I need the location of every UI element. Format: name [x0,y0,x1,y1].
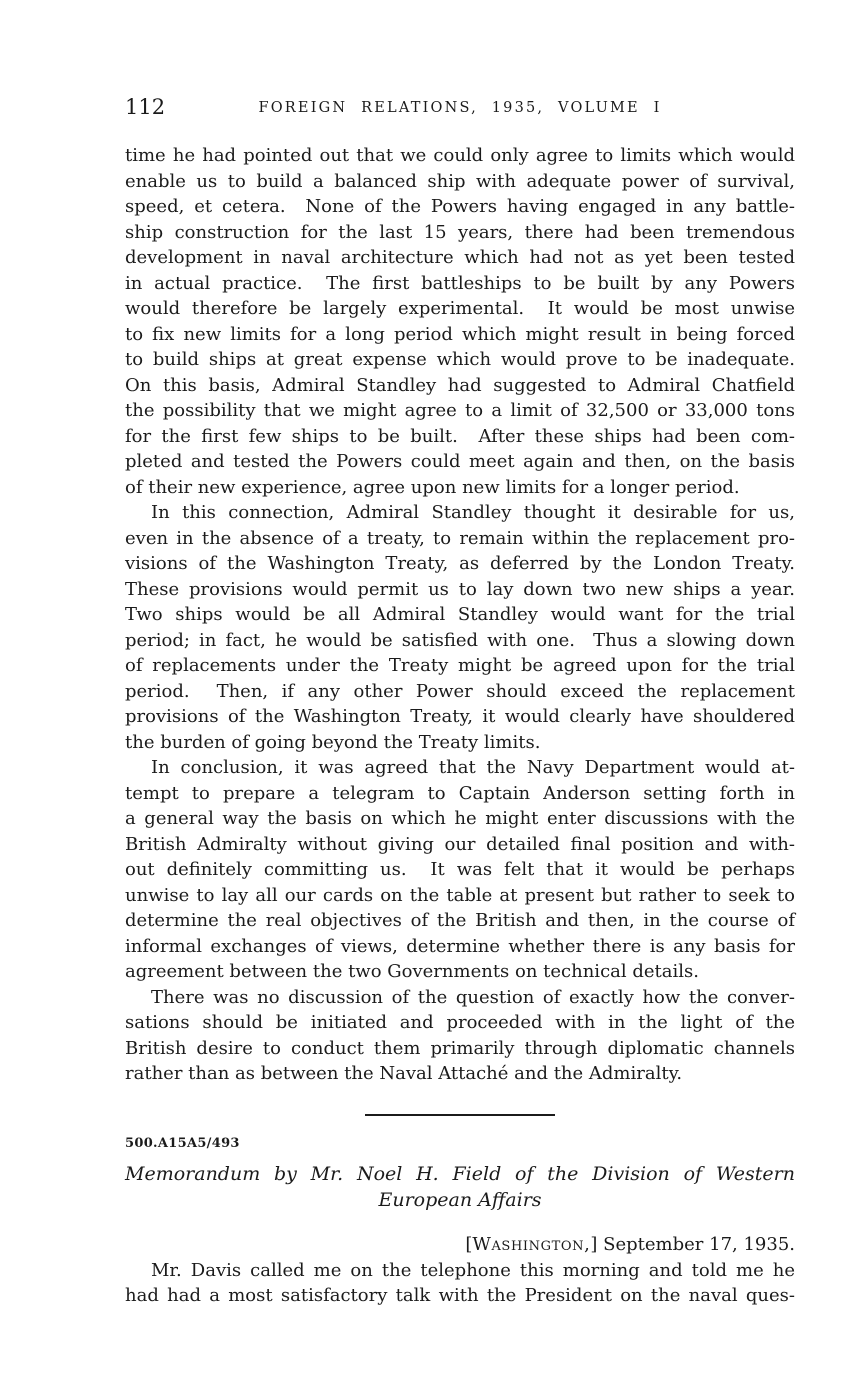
text-line: visions of the Washington Treaty, as deferred by the London Treaty. [125,553,795,574]
text-line: period; in fact, he would be satisfied with one. Thus a slowing down [125,629,795,651]
page-number: 112 [125,95,166,119]
text-line: ship construction for the last 15 years, there had been tremendous [125,221,795,243]
paragraph [125,985,795,1087]
text-line: speed, et cetera. None of the Powers having engaged in any battle- [125,196,795,217]
text-line: These provisions would permit us to lay down two new ships a year. [125,578,795,600]
memo-heading-line1: Memorandum by Mr. Noel H. Field of the Division of Western [125,1162,795,1185]
dateline-place: Washington, [472,1233,591,1255]
page-content [125,96,795,1309]
text-line: time he had pointed out that we could only agree to limits which would [125,145,795,166]
text-line: In conclusion, it was agreed that the Navy Department would at- [151,757,795,778]
text-line: the burden of going beyond the Treaty limits. [125,731,541,753]
text-line: would therefore be largely experimental. It would be most unwise [125,298,795,319]
running-title: FOREIGN RELATIONS, 1935, VOLUME I [258,100,662,116]
section-divider [365,1114,555,1116]
text-line: enable us to build a balanced ship with adequate power of survival, [125,170,795,192]
text-line: even in the absence of a treaty, to remain within the replacement pro- [125,527,795,549]
dateline-bracket-open: [ [465,1233,473,1255]
text-line: had had a most satisfactory talk with the President on the naval ques- [125,1285,795,1306]
text-line: out definitely committing us. It was felt that it would be perhaps [125,859,795,880]
text-line: In this connection, Admiral Standley thought it desirable for us, [151,502,795,523]
text-line: of their new experience, agree upon new limits for a longer period. [125,476,740,498]
memo-paragraph [125,1258,795,1309]
text-line: unwise to lay all our cards on the table at present but rather to seek to [125,884,795,906]
text-line: period. Then, if any other Power should exceed the replacement [125,680,795,702]
text-line: sations should be initiated and proceeded with in the light of the [125,1012,795,1033]
text-line: the possibility that we might agree to a limit of 32,500 or 33,000 tons [125,400,795,421]
body-text [125,143,795,1087]
text-line: a general way the basis on which he might enter discussions with the [125,808,795,829]
text-line: determine the real objectives of the British and then, in the course of [125,910,795,931]
text-line: Two ships would be all Admiral Standley would want for the trial [125,604,795,625]
text-line: in actual practice. The first battleships to be built by any Powers [125,272,795,294]
memo-heading [125,1161,795,1213]
text-line: pleted and tested the Powers could meet again and then, on the basis [125,451,795,472]
paragraph [125,500,795,755]
text-line: British Admiralty without giving our detailed final position and with- [125,833,795,855]
text-line: rather than as between the Naval Attaché and the Admiralty. [125,1063,683,1084]
text-line: for the first few ships to be built. After these ships had been com- [125,425,795,447]
text-line: informal exchanges of views, determine whether there is any basis for [125,935,795,957]
text-line: of replacements under the Treaty might be agreed upon for the trial [125,655,795,676]
text-line: There was no discussion of the question of exactly how the conver- [151,986,795,1008]
text-line: provisions of the Washington Treaty, it would clearly have shouldered [125,706,795,727]
memo-heading-line2: European Affairs [378,1188,542,1211]
paragraph [125,143,795,500]
text-line: development in naval architecture which had not as yet been tested [125,247,795,268]
text-line: tempt to prepare a telegram to Captain Anderson setting forth in [125,782,795,804]
text-line: British desire to conduct them primarily through diplomatic channels [125,1037,795,1059]
dateline-bracket-close: ] [590,1233,598,1255]
text-line: On this basis, Admiral Standley had suggested to Admiral Chatfield [125,374,795,396]
text-line: to fix new limits for a long period which might result in being forced [125,323,795,345]
paragraph [125,755,795,985]
file-number: 500.A15A5/493 [125,1135,240,1151]
text-line: to build ships at great expense which would prove to be inadequate. [125,349,795,370]
text-line: agreement between the two Governments on technical details. [125,961,699,982]
dateline-date: September 17, 1935. [597,1233,795,1255]
page-header [125,96,795,118]
text-line: Mr. Davis called me on the telephone this morning and told me he [151,1259,795,1281]
dateline [125,1232,795,1258]
